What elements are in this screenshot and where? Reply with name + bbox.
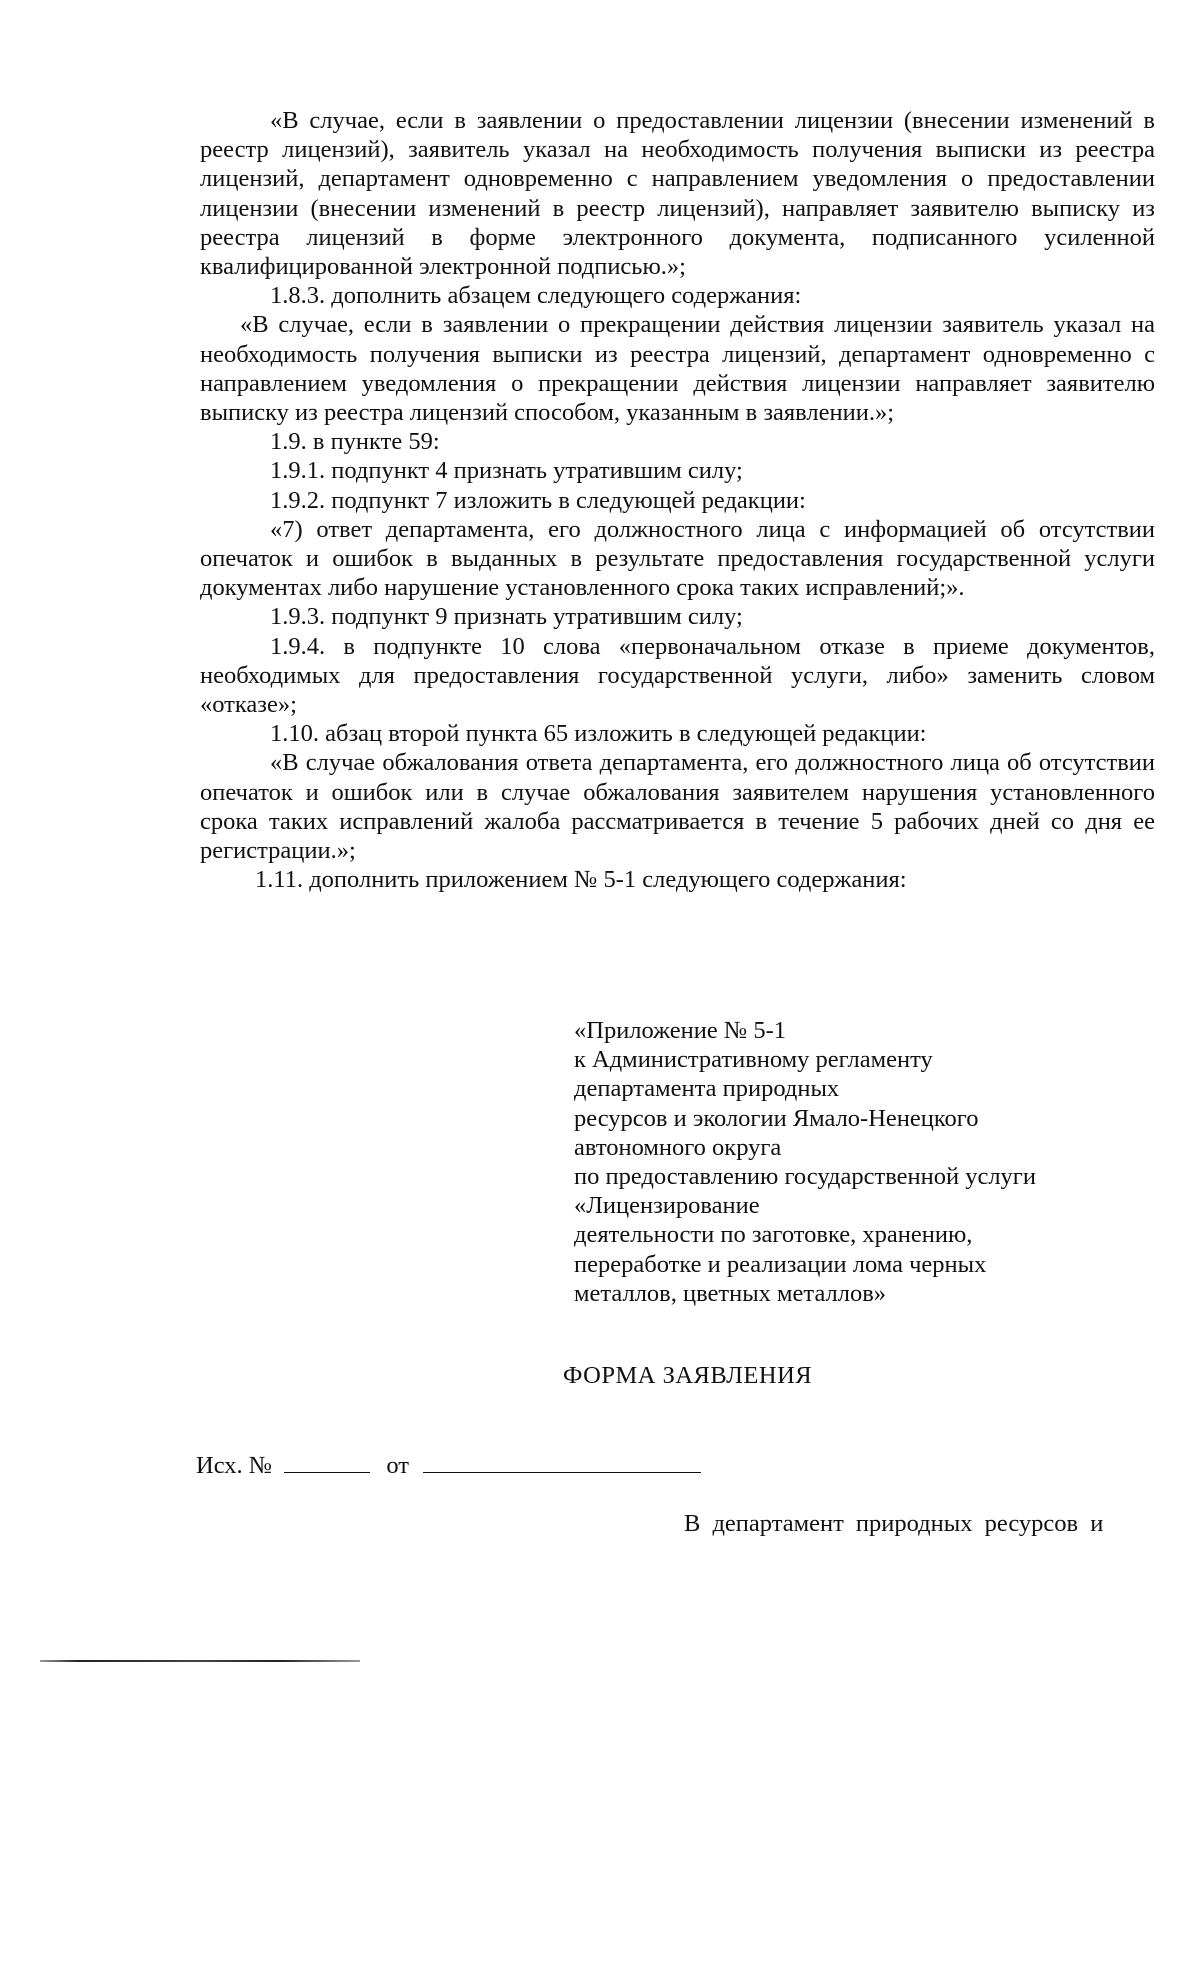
amendment-text	[200, 106, 1155, 894]
appendix-line: «Лицензирование	[574, 1192, 760, 1220]
ref-date-blank	[423, 1452, 701, 1473]
paragraph-1-8-3: 1.8.3. дополнить абзацем следующего содержания:	[270, 282, 802, 310]
paragraph-1-11: 1.11. дополнить приложением № 5-1 следующего содержания:	[255, 866, 907, 894]
appendix-line: деятельности по заготовке, хранению,	[574, 1221, 973, 1249]
ref-date-label: от	[386, 1452, 410, 1479]
outgoing-reference-line	[196, 1452, 701, 1480]
appendix-line: металлов, цветных металлов»	[574, 1279, 887, 1307]
paragraph-1-9: 1.9. в пункте 59:	[270, 428, 440, 456]
paragraph-extract-on-termination: «В случае, если в заявлении о прекращении действия лицензии заявитель указал на необходимость получения выписки из реестра лицензий, департамент одновременно с направлением уведомления о прекращении действия лицензии направляет заявителю выписку из реестра лицензий способом, указанным в заявлении.»;	[200, 311, 1155, 427]
appendix-line: ресурсов и экологии Ямало-Ненецкого	[574, 1104, 979, 1132]
paragraph-1-9-2: 1.9.2. подпункт 7 изложить в следующей редакции:	[270, 486, 806, 514]
paragraph-subpoint-7: «7) ответ департамента, его должностного лица с информацией об отсутствии опечаток и ошибок в выданных в результате предоставления государственной услуги документах либо нарушение установленного срока таких исправлений;».	[200, 515, 1155, 602]
paragraph-appeal: «В случае обжалования ответа департамента, его должностного лица об отсутствии опечаток и ошибок или в случае обжалования заявителем нарушения установленного срока таких исправлений жалоба рассматривается в течение 5 рабочих дней со дня ее регистрации.»;	[200, 749, 1155, 865]
paragraph-1-9-1: 1.9.1. подпункт 4 признать утратившим силу;	[270, 457, 743, 485]
appendix-line: переработке и реализации лома черных	[574, 1250, 987, 1278]
footnote-separator	[40, 1660, 360, 1662]
addressee-line: В департамент природных ресурсов и	[684, 1510, 1104, 1537]
appendix-line: к Административному регламенту	[574, 1046, 933, 1074]
paragraph-1-9-4: 1.9.4. в подпункте 10 слова «первоначальном отказе в приеме документов, необходимых для предоставления государственной услуги, либо» заменить словом «отказе»;	[200, 632, 1155, 719]
ref-number-label: Исх. №	[196, 1452, 273, 1479]
appendix-header	[574, 1016, 1134, 1308]
ref-number-blank	[284, 1452, 370, 1473]
form-title: ФОРМА ЗАЯВЛЕНИЯ	[563, 1362, 813, 1389]
appendix-line: автономного округа	[574, 1133, 782, 1161]
paragraph-1-10: 1.10. абзац второй пункта 65 изложить в следующей редакции:	[270, 720, 927, 748]
appendix-line: по предоставлению государственной услуги	[574, 1163, 1036, 1191]
appendix-line: департамента природных	[574, 1075, 840, 1103]
paragraph-1-9-3: 1.9.3. подпункт 9 признать утратившим силу;	[270, 603, 743, 631]
paragraph-extract-on-license: «В случае, если в заявлении о предоставлении лицензии (внесении изменений в реестр лицензий), заявитель указал на необходимость получения выписки из реестра лицензий, департамент одновременно с направлением уведомления о предоставлении лицензии (внесении изменений в реестр лицензий), направляет заявителю выписку из реестра лицензий в форме электронного документа, подписанного усиленной квалифицированной электронной подписью.»;	[200, 107, 1155, 281]
appendix-line: «Приложение № 5-1	[574, 1017, 787, 1044]
